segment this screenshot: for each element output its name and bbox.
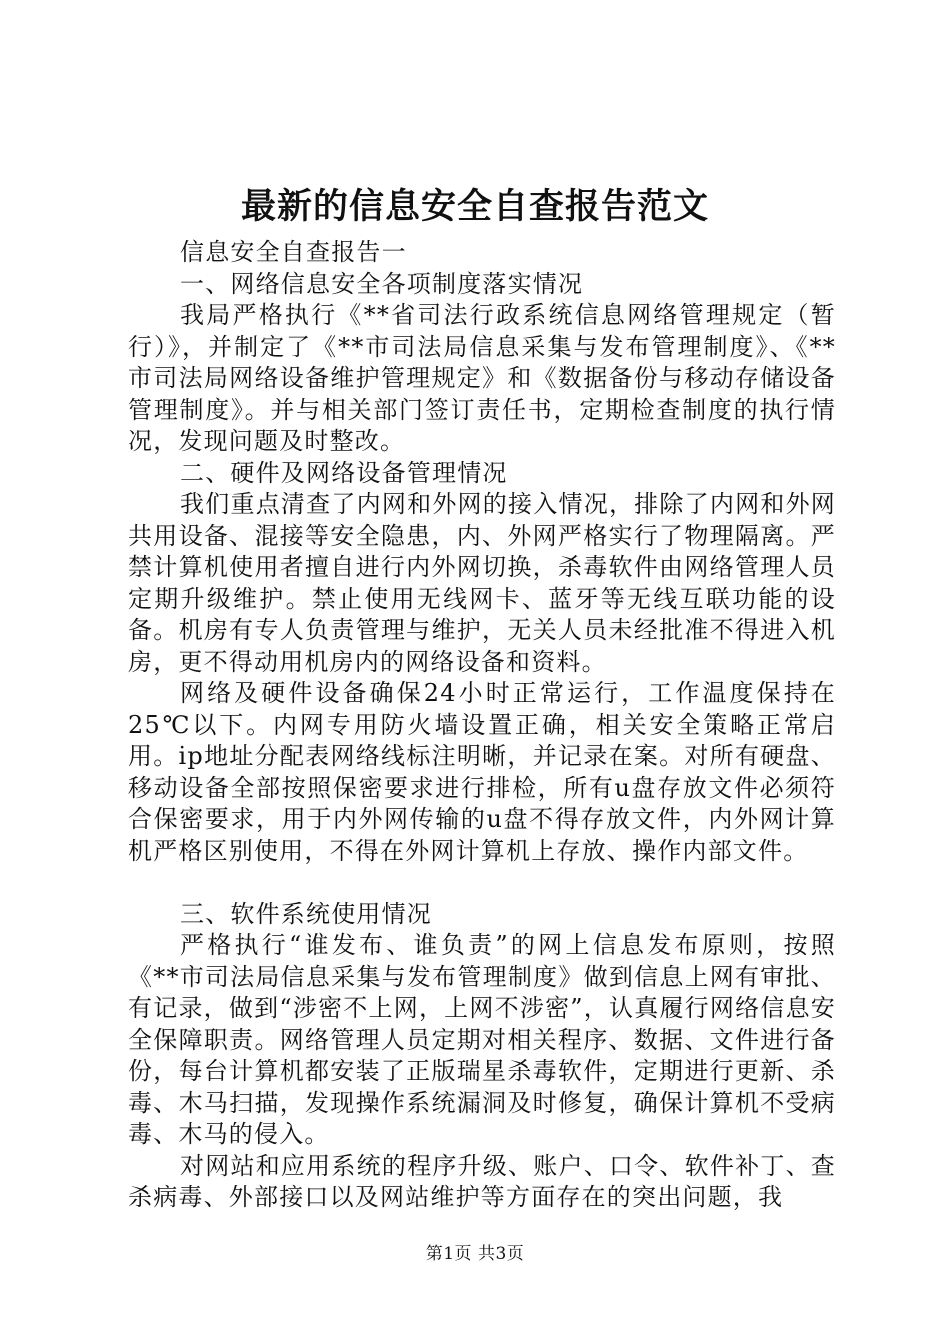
body-paragraph: 对网站和应用系统的程序升级、账户、口令、软件补丁、查杀病毒、外部接口以及网站维护等方面存在的突出问题，我 — [128, 1151, 836, 1211]
body-paragraph: 严格执行“谁发布、谁负责”的网上信息发布原则，按照《**市司法局信息采集与发布管理制度》做到信息上网有审批、有记录，做到“涉密不上网，上网不涉密”，认真履行网络信息安全保障职责。网络管理人员定期对相关程序、数据、文件进行备份，每台计算机都安装了正版瑞星杀毒软件，定期进行更新、杀毒、木马扫描，发现操作系统漏洞及时修复，确保计算机不受病毒、木马的侵入。 — [128, 931, 836, 1148]
paragraph-spacer — [128, 867, 836, 899]
body-paragraph: 网络及硬件设备确保24小时正常运行，工作温度保持在25℃以下。内网专用防火墙设置正确，相关安全策略正常启用。ip地址分配表网络线标注明晰，并记录在案。对所有硬盘、移动设备全部按照保密要求进行排检，所有u盘存放文件必须符合保密要求，用于内外网传输的u盘不得存放文件，内外网计算机严格区别使用，不得在外网计算机上存放、操作内部文件。 — [128, 679, 836, 865]
body-paragraph: 我们重点清查了内网和外网的接入情况，排除了内网和外网共用设备、混接等安全隐患，内、外网严格实行了物理隔离。严禁计算机使用者擅自进行内外网切换，杀毒软件由网络管理人员定期升级维护。禁止使用无线网卡、蓝牙等无线互联功能的设备。机房有专人负责管理与维护，无关人员未经批准不得进入机房，更不得动用机房内的网络设备和资料。 — [128, 490, 836, 676]
section-heading-1: 一、网络信息安全各项制度落实情况 — [180, 269, 584, 298]
document-title: 最新的信息安全自查报告范文 — [240, 186, 709, 227]
section-heading-2: 二、硬件及网络设备管理情况 — [180, 458, 508, 487]
page-footer: 第1页 共3页 — [425, 1244, 525, 1264]
report-heading: 信息安全自查报告一 — [180, 238, 407, 266]
section-heading-3: 三、软件系统使用情况 — [180, 899, 432, 928]
document-body — [128, 237, 836, 1214]
body-paragraph: 我局严格执行《**省司法行政系统信息网络管理规定（暂行）》，并制定了《**市司法局信息采集与发布管理制度》、《**市司法局网络设备维护管理规定》和《数据备份与移动存储设备管理制度》。并与相关部门签订责任书，定期检查制度的执行情况，发现问题及时整改。 — [128, 301, 836, 455]
